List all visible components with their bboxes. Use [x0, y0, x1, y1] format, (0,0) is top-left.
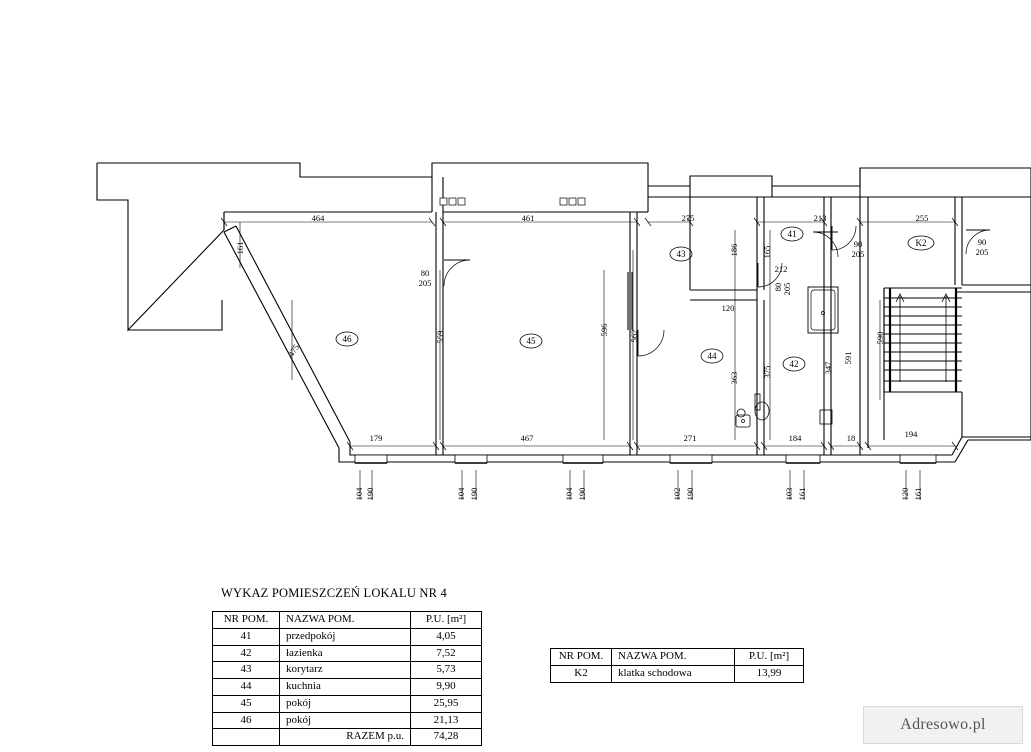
room-label-44: 44 — [707, 351, 717, 361]
wt-161-b: 161 — [913, 487, 923, 501]
wt-104-a: 104 — [354, 487, 364, 501]
room-label-k2: K2 — [915, 238, 927, 248]
header-name: NAZWA POM. — [612, 649, 735, 666]
room-label-45: 45 — [526, 336, 536, 346]
wt-104-b: 104 — [456, 487, 466, 501]
table-row — [213, 662, 482, 679]
header-area: P.U. [m²] — [411, 612, 482, 629]
wt-104-c: 104 — [564, 487, 574, 501]
dim-int-212: 212 — [774, 264, 788, 274]
table-row — [213, 645, 482, 662]
header-name: NAZWA POM. — [280, 612, 411, 629]
door-80-b: 80 — [773, 282, 783, 292]
plan-room-numbers — [343, 229, 927, 369]
dim-top-275: 275 — [681, 213, 695, 223]
dim-int-165: 165 — [762, 245, 772, 259]
table-row — [213, 679, 482, 696]
wt-120-a: 120 — [900, 487, 910, 501]
table-header-row — [213, 612, 482, 629]
header-area: P.U. [m²] — [735, 649, 804, 666]
dim-int-559: 559 — [435, 330, 445, 344]
table-row — [213, 712, 482, 729]
wt-190-b: 190 — [469, 487, 479, 501]
dim-left-161: 161 — [235, 241, 245, 255]
dim-bot-194: 194 — [904, 429, 918, 439]
door-205-b: 205 — [782, 282, 792, 296]
cell-area: 4,05 — [411, 628, 482, 645]
cell-area: 21,13 — [411, 712, 482, 729]
cell-name: pokój — [280, 712, 411, 729]
wt-190-a: 190 — [365, 487, 375, 501]
table-row — [213, 628, 482, 645]
dim-int-186: 186 — [729, 243, 739, 257]
wt-190-c: 190 — [577, 487, 587, 501]
dim-top-255: 255 — [915, 213, 929, 223]
cell-number: 42 — [213, 645, 280, 662]
door-205-a: 205 — [418, 278, 432, 288]
plan-wall-thickness-marks — [354, 487, 923, 501]
common-area-schedule-table — [550, 648, 804, 683]
room-label-43: 43 — [676, 249, 686, 259]
door-80-a: 80 — [420, 268, 430, 278]
wt-161-a: 161 — [797, 487, 807, 501]
cell-name: korytarz — [280, 662, 411, 679]
cell-number: K2 — [551, 665, 612, 682]
table-row — [213, 695, 482, 712]
door-90-b: 90 — [977, 237, 987, 247]
plan-dimensions-top — [312, 213, 929, 223]
wt-103-a: 103 — [784, 487, 794, 501]
dim-bot-184: 184 — [788, 433, 802, 443]
cell-number: 45 — [213, 695, 280, 712]
plan-dimensions-bottom — [370, 429, 919, 443]
plan-door-marks — [419, 237, 989, 295]
door-205-c: 205 — [851, 249, 865, 259]
cell-area: 9,90 — [411, 679, 482, 696]
cell-empty — [213, 729, 280, 746]
dim-int-591: 591 — [843, 351, 853, 365]
plan-dimensions-vertical — [235, 242, 885, 385]
dim-bot-271: 271 — [683, 433, 697, 443]
room-label-42: 42 — [789, 359, 799, 369]
dim-top-464: 464 — [311, 213, 325, 223]
table-total-row — [213, 729, 482, 746]
wt-190-d: 190 — [685, 487, 695, 501]
cell-area: 7,52 — [411, 645, 482, 662]
table-header-row — [551, 649, 804, 666]
cell-number: 46 — [213, 712, 280, 729]
dim-int-347: 347 — [823, 361, 833, 375]
cell-area: 13,99 — [735, 665, 804, 682]
cell-number: 43 — [213, 662, 280, 679]
watermark-adresowo: Adresowo.pl — [863, 706, 1023, 744]
dim-left-475: 475 — [285, 342, 302, 359]
dim-int-375: 375 — [762, 365, 772, 379]
cell-total-area: 74,28 — [411, 729, 482, 746]
dim-int-120: 120 — [721, 303, 735, 313]
dim-top-213: 213 — [813, 213, 827, 223]
door-90-a: 90 — [853, 239, 863, 249]
cell-total-label: RAZEM p.u. — [280, 729, 411, 746]
page-title: WYKAZ POMIESZCZEŃ LOKALU NR 4 — [221, 586, 447, 600]
door-205-d: 205 — [975, 247, 989, 257]
dim-bot-467: 467 — [520, 433, 534, 443]
header-number: NR POM. — [213, 612, 280, 629]
cell-area: 5,73 — [411, 662, 482, 679]
cell-name: kuchnia — [280, 679, 411, 696]
cell-name: łazienka — [280, 645, 411, 662]
dim-int-590: 590 — [875, 331, 885, 345]
cell-name: klatka schodowa — [612, 665, 735, 682]
header-number: NR POM. — [551, 649, 612, 666]
dim-int-562: 562 — [629, 329, 639, 343]
room-label-41: 41 — [787, 229, 797, 239]
room-schedule-table — [212, 611, 482, 746]
wt-102-a: 102 — [672, 487, 682, 501]
cell-number: 44 — [213, 679, 280, 696]
dim-int-363: 363 — [729, 371, 739, 385]
dim-int-596: 596 — [599, 323, 609, 337]
dim-bot-18: 18 — [846, 433, 856, 443]
cell-area: 25,95 — [411, 695, 482, 712]
dim-top-461: 461 — [521, 213, 535, 223]
cell-name: pokój — [280, 695, 411, 712]
cell-name: przedpokój — [280, 628, 411, 645]
room-label-46: 46 — [342, 334, 352, 344]
dim-bot-179: 179 — [369, 433, 383, 443]
cell-number: 41 — [213, 628, 280, 645]
table-row — [551, 665, 804, 682]
